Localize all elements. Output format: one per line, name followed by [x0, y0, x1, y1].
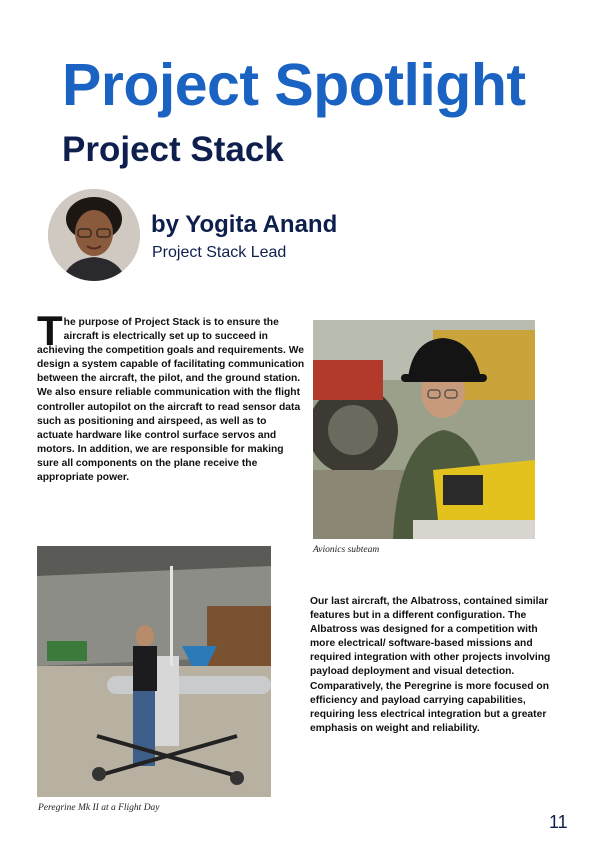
- albatross-paragraph: Our last aircraft, the Albatross, contained similar features but in a different configuration. The Albatross was designed for a competition with more electrical/ software-based missions and required integration with other projects involving payload deployment and visual detection. Comparatively, the Peregrine is more focused on efficiency and payload carrying capabilities, requiring less electrical integration but a greater emphasis on weight and reliability.: [310, 596, 551, 734]
- author-avatar: [48, 189, 140, 281]
- page-number: 11: [549, 812, 568, 832]
- author-role: Project Stack Lead: [152, 244, 287, 261]
- author-name: by Yogita Anand: [151, 211, 338, 238]
- intro-paragraph: [37, 307, 305, 485]
- peregrine-caption: Peregrine Mk II at a Flight Day: [38, 803, 160, 813]
- drop-cap: T: [37, 307, 63, 354]
- intro-text: he purpose of Project Stack is to ensure the aircraft is electrically set up to succeed in achieving the competition goals and requirements. We design a system capable of facilitating communication between the aircraft, the pilot, and the ground station. We also ensure reliable communication with the flight controller autopilot on the aircraft to read sensor data such as positioning and airspeed, as well as to actuate hardware like control surface servos and motors. In addition, we are responsible for making sure all components on the plane receive the appropriate power.: [37, 317, 305, 484]
- avionics-photo: [313, 320, 535, 539]
- avionics-caption: Avionics subteam: [313, 545, 380, 555]
- peregrine-photo: [37, 546, 271, 797]
- project-subtitle: Project Stack: [62, 130, 284, 169]
- page-title: Project Spotlight: [62, 52, 526, 118]
